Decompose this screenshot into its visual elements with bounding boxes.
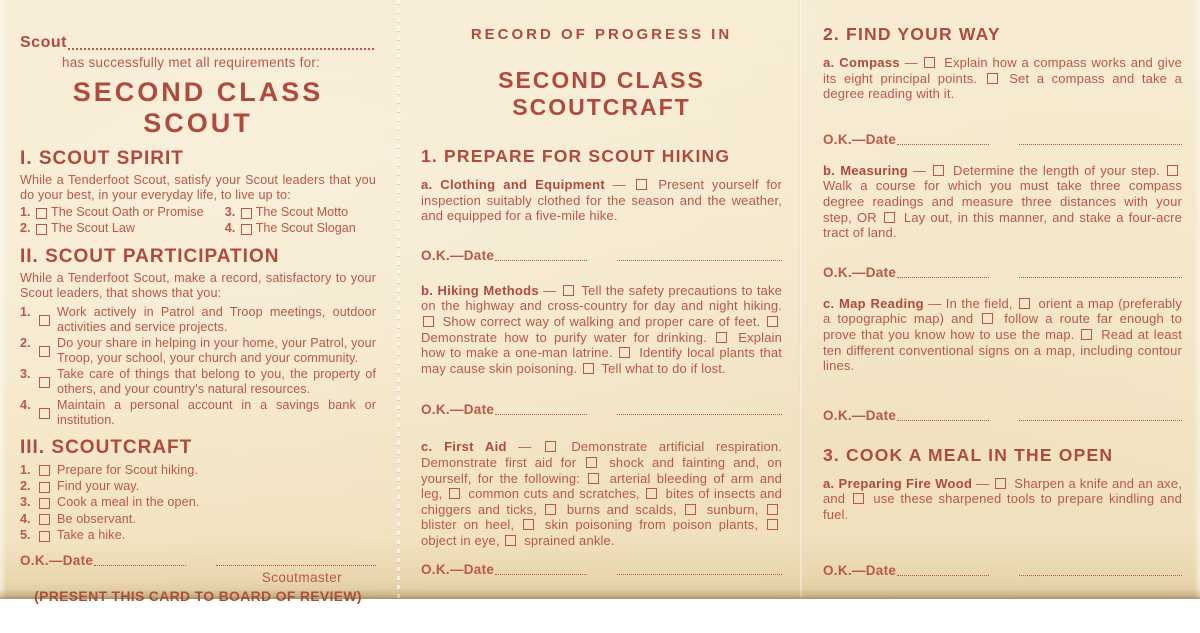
right-panel — [823, 0, 1182, 623]
signature-blank-line — [216, 565, 376, 566]
list-item — [225, 205, 376, 221]
requirements-subtitle: has successfully met all requirements for: — [62, 55, 376, 70]
section-heading-find-your-way: 2. FIND YOUR WAY — [823, 24, 1182, 45]
date-blank-line — [897, 575, 989, 576]
item-number: 1. — [20, 305, 35, 334]
checkbox-icon — [505, 535, 516, 546]
checkbox-icon — [884, 212, 895, 223]
section-heading-scout-participation: II. SCOUT PARTICIPATION — [20, 246, 376, 268]
record-title-line1: RECORD OF PROGRESS IN — [421, 26, 782, 43]
item-number: 2. — [20, 336, 35, 365]
scoutmaster-label: Scoutmaster — [20, 570, 376, 585]
list-item — [20, 305, 376, 334]
item-number: 4. — [20, 512, 35, 527]
signature-blank-line — [617, 260, 782, 261]
list-item — [225, 221, 376, 237]
section-heading-prepare-hiking: 1. PREPARE FOR SCOUT HIKING — [421, 146, 782, 167]
item-label: Be observant. — [57, 512, 376, 527]
item-label: Do your share in helping in your home, your Patrol, your Troop, your school, your church and your community. — [57, 336, 376, 365]
ok-date-label: O.K.—Date — [823, 563, 896, 578]
checkbox-icon — [583, 363, 594, 374]
checkbox-icon — [685, 504, 696, 515]
requirement-preparing-fire-wood — [823, 476, 1182, 523]
item-label: Take care of things that belong to you, the property of others, and your country's natural resources. — [57, 367, 376, 396]
checkbox-icon — [39, 315, 50, 326]
requirement-lead: a. Clothing and Equipment — [421, 177, 605, 192]
item-label: Work actively in Patrol and Troop meetings, outdoor activities and service projects. — [57, 305, 376, 334]
requirement-lead: a. Preparing Fire Wood — [823, 476, 972, 491]
requirement-text: — Explain how a compass works and give its eight principal points. Set a compass and take a degree reading with it. — [823, 55, 1182, 101]
checkbox-icon — [36, 208, 47, 219]
list-item — [20, 528, 376, 543]
checkbox-icon — [1167, 165, 1178, 176]
list-item — [20, 205, 225, 221]
checkbox-icon — [241, 224, 252, 235]
left-panel — [20, 0, 376, 633]
scout-participation-intro: While a Tenderfoot Scout, make a record, satisfactory to your Scout leaders, that shows that you: — [20, 271, 376, 300]
requirement-text: — Demonstrate artificial respiration. Demonstrate first aid for shock and fainting and, on yourself, for the following: arterial bleeding of arm and leg, common cuts and scratches, bites of insects and chiggers and ticks, burns and scalds, sunburn, blister on heel, skin poisoning from poison plants, object in eye, sprained ankle. — [421, 439, 782, 548]
checkbox-icon — [619, 347, 630, 358]
ok-date-label: O.K.—Date — [421, 248, 494, 263]
date-blank-line — [897, 144, 989, 145]
ok-date-row — [823, 563, 1182, 578]
section-heading-scout-spirit: I. SCOUT SPIRIT — [20, 148, 376, 170]
date-blank-line — [94, 565, 186, 566]
ok-date-row — [823, 265, 1182, 280]
checkbox-icon — [987, 73, 998, 84]
list-item — [20, 398, 376, 427]
requirement-text: — Present yourself for inspection suitably clothed for the season and the weather, and equipped for a five-mile hike. — [421, 177, 782, 223]
checkbox-icon — [767, 519, 778, 530]
checkbox-icon — [1019, 298, 1030, 309]
ok-date-label: O.K.—Date — [421, 402, 494, 417]
requirement-text: — Sharpen a knife and an axe, and use these sharpened tools to prepare kindling and fuel. — [823, 476, 1182, 522]
record-title-line2: SECOND CLASS SCOUTCRAFT — [421, 67, 782, 121]
ok-date-row — [421, 248, 782, 263]
item-label: The Scout Law — [51, 221, 135, 237]
ok-date-row — [421, 402, 782, 417]
item-label: Prepare for Scout hiking. — [57, 463, 376, 478]
date-blank-line — [495, 414, 587, 415]
item-number: 5. — [20, 528, 35, 543]
item-label: The Scout Slogan — [256, 221, 356, 237]
checkbox-icon — [39, 514, 50, 525]
fold-line — [799, 0, 803, 599]
card-left-edge — [0, 0, 7, 599]
scoutcraft-items — [20, 463, 376, 544]
item-number: 3. — [225, 205, 239, 221]
item-number: 2. — [20, 221, 34, 237]
scout-name-blank-line — [68, 48, 374, 50]
requirement-hiking-methods — [421, 283, 782, 377]
board-of-review-footer: (PRESENT THIS CARD TO BOARD OF REVIEW) — [20, 588, 376, 604]
requirement-clothing-equipment — [421, 177, 782, 224]
item-number: 2. — [20, 479, 35, 494]
checkbox-icon — [1081, 329, 1092, 340]
item-number: 3. — [20, 367, 35, 396]
requirement-lead: b. Measuring — [823, 163, 908, 178]
requirement-measuring — [823, 163, 1182, 241]
checkbox-icon — [636, 179, 647, 190]
signature-blank-line — [1019, 575, 1182, 576]
item-number: 4. — [20, 398, 35, 427]
item-number: 1. — [20, 205, 34, 221]
list-item — [20, 221, 225, 237]
requirement-lead: c. Map Reading — [823, 296, 924, 311]
item-number: 4. — [225, 221, 239, 237]
checkbox-icon — [767, 316, 778, 327]
item-label: Cook a meal in the open. — [57, 495, 376, 510]
item-label: The Scout Oath or Promise — [51, 205, 204, 221]
center-panel — [421, 0, 782, 625]
card-title: SECOND CLASS SCOUT — [20, 77, 376, 139]
scout-spirit-items — [20, 205, 376, 237]
date-blank-line — [495, 574, 587, 575]
date-blank-line — [897, 277, 989, 278]
ok-date-row — [823, 408, 1182, 423]
scout-spirit-intro: While a Tenderfoot Scout, satisfy your Scout leaders that you do your best, in your everyday life, to live up to: — [20, 173, 376, 202]
date-blank-line — [495, 260, 587, 261]
ok-date-label: O.K.—Date — [823, 408, 896, 423]
list-item — [20, 479, 376, 494]
checkbox-icon — [39, 498, 50, 509]
checkbox-icon — [39, 531, 50, 542]
ok-date-label: O.K.—Date — [823, 265, 896, 280]
checkbox-icon — [716, 332, 727, 343]
list-item — [20, 367, 376, 396]
scout-label: Scout — [20, 34, 67, 52]
signature-blank-line — [1019, 420, 1182, 421]
checkbox-icon — [767, 504, 778, 515]
requirement-text: — Tell the safety precautions to take on the highway and cross-country for day and night hiking. Show correct way of walking and proper care of feet. Demonstrate how to purify water for drinking. Explain how to make a one-man latrine. Identify local plants that may cause skin poisoning. Tell what to do if lost. — [421, 283, 782, 376]
checkbox-icon — [924, 57, 935, 68]
ok-date-label: O.K.—Date — [823, 132, 896, 147]
signature-blank-line — [617, 574, 782, 575]
requirement-lead: a. Compass — [823, 55, 900, 70]
requirement-map-reading — [823, 296, 1182, 374]
checkbox-icon — [933, 165, 944, 176]
checkbox-icon — [995, 478, 1006, 489]
item-label: Maintain a personal account in a savings bank or institution. — [57, 398, 376, 427]
checkbox-icon — [241, 208, 252, 219]
signature-blank-line — [1019, 277, 1182, 278]
item-label: The Scout Motto — [256, 205, 348, 221]
requirement-text: — In the field, orient a map (preferably a topographic map) and follow a route far enough to prove that you know how to use the map. Read at least ten different conventional signs on a map, including contour lines. — [823, 296, 1182, 373]
list-item — [20, 495, 376, 510]
checkbox-icon — [39, 408, 50, 419]
checkbox-icon — [545, 441, 556, 452]
checkbox-icon — [36, 224, 47, 235]
signature-blank-line — [1019, 144, 1182, 145]
requirement-lead: c. First Aid — [421, 439, 507, 454]
section-heading-scoutcraft: III. SCOUTCRAFT — [20, 437, 376, 459]
checkbox-icon — [39, 482, 50, 493]
checkbox-icon — [39, 346, 50, 357]
ok-date-label: O.K.—Date — [20, 553, 93, 568]
requirement-compass — [823, 55, 1182, 102]
card-right-edge — [1194, 0, 1200, 599]
item-number: 3. — [20, 495, 35, 510]
checkbox-icon — [563, 285, 574, 296]
requirement-first-aid — [421, 439, 782, 548]
list-item — [20, 336, 376, 365]
ok-date-label: O.K.—Date — [421, 562, 494, 577]
scout-participation-items — [20, 305, 376, 428]
signature-blank-line — [617, 414, 782, 415]
checkbox-icon — [588, 473, 599, 484]
requirement-lead: b. Hiking Methods — [421, 283, 539, 298]
checkbox-icon — [646, 488, 657, 499]
ok-date-row — [421, 562, 782, 577]
checkbox-icon — [39, 377, 50, 388]
perforation-line — [397, 0, 400, 599]
checkbox-icon — [853, 493, 864, 504]
scout-name-field — [20, 34, 376, 52]
checkbox-icon — [545, 504, 556, 515]
checkbox-icon — [423, 316, 434, 327]
checkbox-icon — [39, 465, 50, 476]
item-number: 1. — [20, 463, 35, 478]
checkbox-icon — [523, 519, 534, 530]
item-label: Find your way. — [57, 479, 376, 494]
checkbox-icon — [586, 457, 597, 468]
ok-date-row — [823, 132, 1182, 147]
card-bottom-edge — [0, 589, 1200, 599]
item-label: Take a hike. — [57, 528, 376, 543]
list-item — [20, 512, 376, 527]
checkbox-icon — [982, 313, 993, 324]
section-heading-cook-a-meal: 3. COOK A MEAL IN THE OPEN — [823, 445, 1182, 466]
requirement-text: — Determine the length of your step. Walk a course for which you must take three compass degree readings and measure three distances with your step, OR Lay out, in this manner, and stake a four-acre tract of land. — [823, 163, 1182, 240]
checkbox-icon — [449, 488, 460, 499]
list-item — [20, 463, 376, 478]
date-blank-line — [897, 420, 989, 421]
ok-date-row — [20, 553, 376, 568]
